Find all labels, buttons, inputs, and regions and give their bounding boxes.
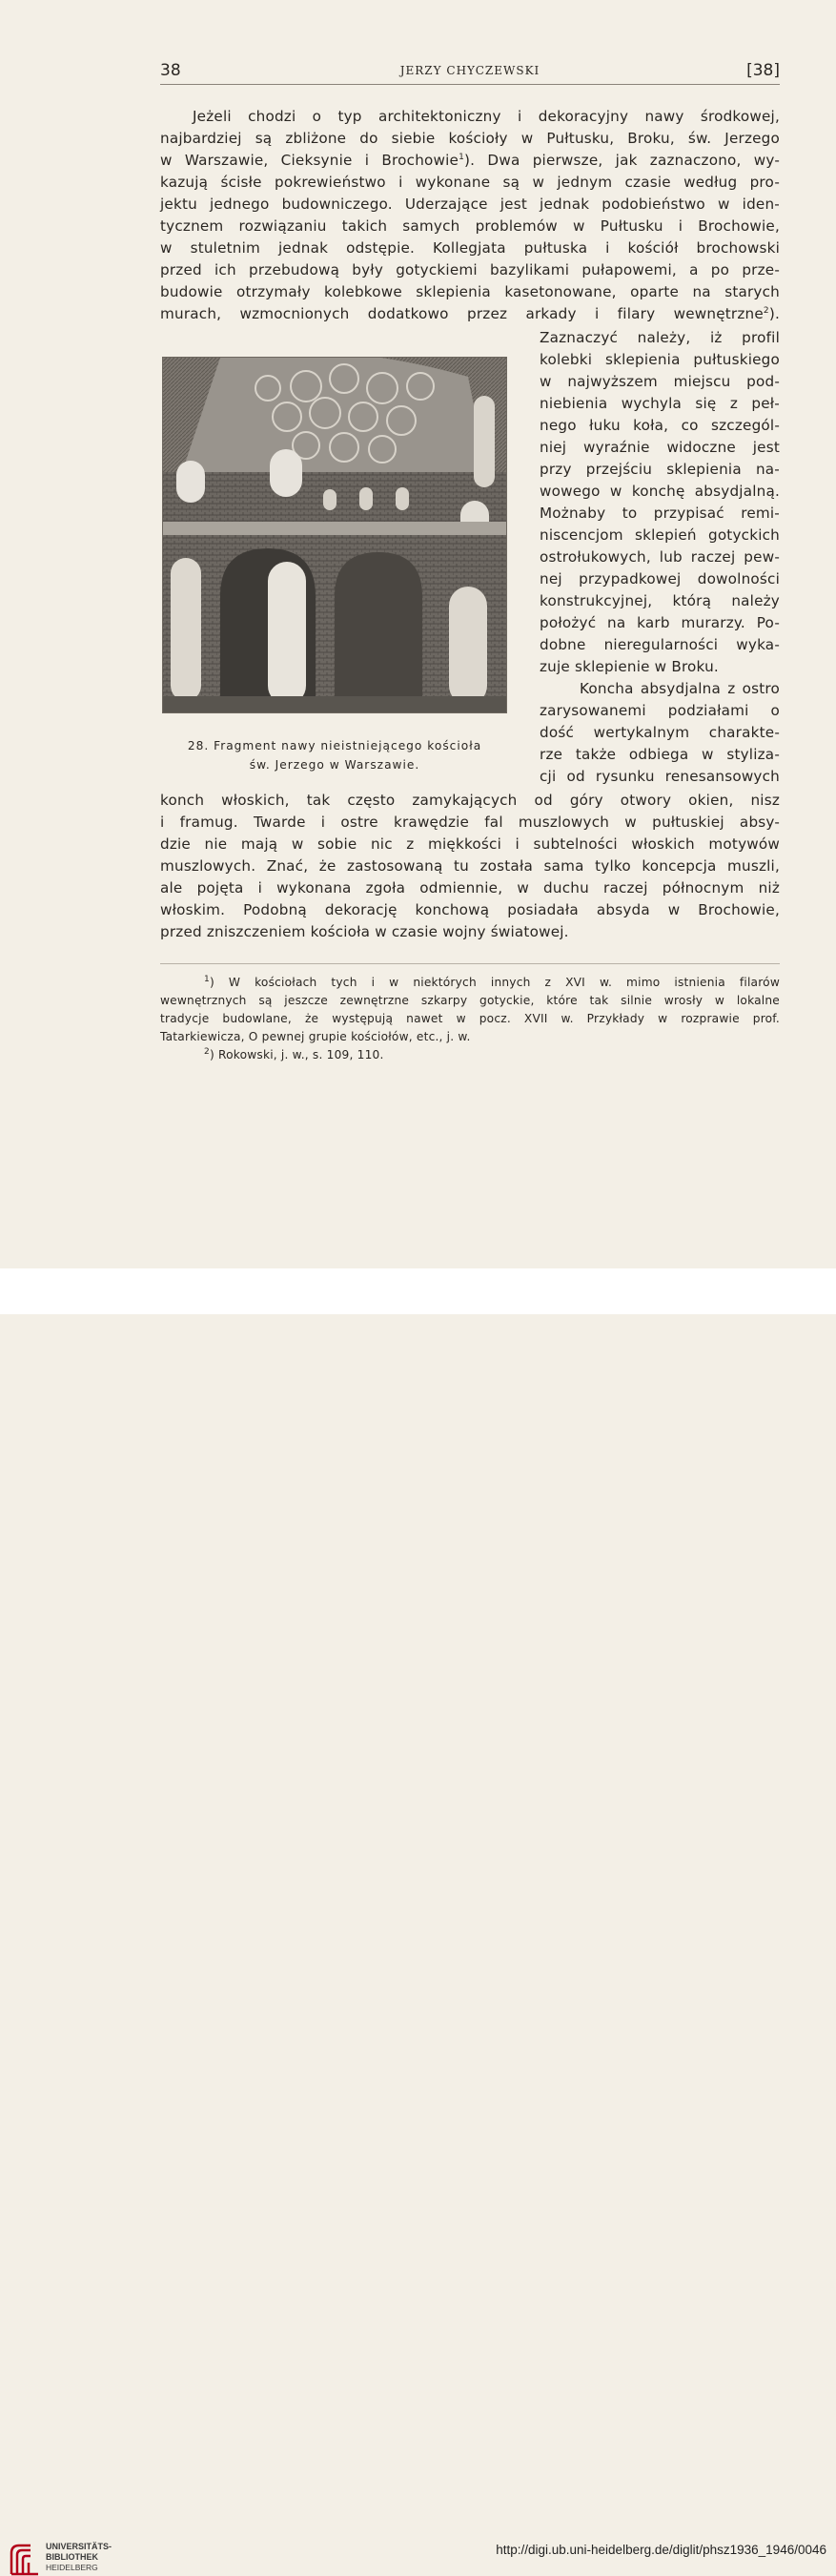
body-line: włoskim. Podobną dekorację konchową posiadała absyda w Brochowie, (160, 901, 780, 918)
source-url-link[interactable]: http://digi.ub.uni-heidelberg.de/diglit/phsz1936_1946/0046 (496, 2543, 826, 2557)
footnote-line: Tatarkiewicza, O pewnej grupie kościołów, etc., j. w. (160, 1030, 471, 1043)
side-line: Koncha absydjalna z ostro (580, 680, 780, 697)
running-title: JERZY CHYCZEWSKI (399, 64, 540, 77)
footnote-line: tradycje budowlane, że występują nawet w pocz. XVII w. Przykłady w rozprawie prof. (160, 1012, 780, 1025)
side-line: kolebki sklepienia pułtuskiego (540, 351, 780, 368)
body-line: dzie nie mają w sobie nic z miękkości i subtelności włoskich motywów (160, 835, 780, 853)
side-line: dość wertykalnym charakte- (540, 724, 780, 741)
body-line: kazują ścisłe pokrewieństwo i wykonane są w jednym czasie według pro- (160, 174, 780, 191)
body-line: tycznem rozwiązaniu takich samych problemów w Pułtusku i Brochowie, (160, 217, 780, 235)
footnote-line: wewnętrznych są jeszcze zewnętrzne szkarpy gotyckie, które tak silnie wrosły w lokalne (160, 994, 780, 1007)
body-line: Jeżeli chodzi o typ architektoniczny i dekoracyjny nawy środkowej, (193, 108, 780, 125)
footnote-rule (160, 963, 780, 964)
side-line: Możnaby to przypisać remi- (540, 505, 780, 522)
body-line: konch włoskich, tak często zamykających od góry otwory okien, nisz (160, 792, 780, 809)
body-line: w Warszawie, Cieksynie i Brochowie$^1$). Dwa pierwsze, jak zaznaczono, wy- (160, 152, 780, 169)
side-line: nej przypadkowej dowolności (540, 570, 780, 587)
page-reference: [38] (746, 61, 780, 80)
book-page (0, 0, 836, 1268)
body-line: najbardziej są zbliżone do siebie kościoły w Pułtusku, Broku, św. Jerzego (160, 130, 780, 147)
side-line: przy przejściu sklepienia na- (540, 461, 780, 478)
side-line: zuje sklepienie w Broku. (540, 658, 719, 675)
viewer-footer (0, 1268, 836, 2572)
footnote-mark: 1 (204, 974, 210, 984)
header-rule (160, 84, 780, 85)
library-location: HEIDELBERG (46, 2563, 98, 2572)
running-header (160, 61, 780, 86)
side-line: cji od rysunku renesansowych (540, 768, 780, 785)
side-line: niebienia wychyla się z peł- (540, 395, 780, 412)
side-line: zarysowanemi podziałami o (540, 702, 780, 719)
side-line: rze także odbiega w styliza- (540, 746, 780, 763)
figure-church-nave-photo (162, 357, 507, 713)
figure-caption: św. Jerzego w Warszawie. (249, 758, 420, 772)
footnote-2: $^2$) Rokowski, j. w., s. 109, 110. (204, 1046, 384, 1061)
library-name: UNIVERSITÄTS- (46, 2542, 112, 2551)
side-line: niscencjom sklepień gotyckich (540, 526, 780, 544)
library-name: BIBLIOTHEK (46, 2552, 98, 2562)
side-line: dobne nieregularności wyka- (540, 636, 780, 653)
side-line: ostrołukowych, lub raczej pew- (540, 548, 780, 566)
footnote-ref[interactable]: 2 (763, 305, 769, 316)
figure-caption: 28. Fragment nawy nieistniejącego kościoła (187, 739, 482, 752)
page-number: 38 (160, 61, 181, 80)
body-line: murach, wzmocnionych dodatkowo przez arkady i filary wewnętrzne$^2$). (160, 305, 780, 322)
body-line: przed ich przebudową były gotyckiemi bazylikami pułapowemi, a po prze- (160, 261, 780, 278)
body-line: i framug. Twarde i ostre krawędzie fal muszlowych w pułtuskiej absy- (160, 814, 780, 831)
body-line: budowie otrzymały kolebkowe sklepienia kasetonowane, oparte na starych (160, 283, 780, 300)
side-line: położyć na karb murarzy. Po- (540, 614, 780, 631)
body-line: w stuletnim jednak odstępie. Kollegjata pułtuska i kościół brochowski (160, 239, 780, 257)
side-line: wowego w konchę absydjalną. (540, 483, 780, 500)
side-line: niej wyraźnie widoczne jest (540, 439, 780, 456)
body-line: przed zniszczeniem kościoła w czasie wojny światowej. (160, 923, 569, 940)
side-line: nego łuku koła, co szczegól- (540, 417, 780, 434)
body-line: jektu jednego budowniczego. Uderzające jest jednak podobieństwo w iden- (160, 196, 780, 213)
side-line: w najwyższem miejscu pod- (540, 373, 780, 390)
side-line: Zaznaczyć należy, iż profil (540, 329, 780, 346)
body-line: ale pojęta i wykonana zgoła odmiennie, w duchu raczej północnym niż (160, 879, 780, 896)
university-library-logo[interactable] (10, 2542, 40, 2576)
body-line: muszlowych. Znać, że zastosowaną tu została sama tylko koncepcja muszli, (160, 857, 780, 875)
side-line: konstrukcyjnej, którą należy (540, 592, 780, 609)
footnote-ref[interactable]: 1 (459, 152, 465, 162)
footnote-1: $^1$) W kościołach tych i w niektórych innych z XVI w. mimo istnienia filarów (204, 974, 780, 989)
footnote-mark: 2 (204, 1046, 210, 1057)
